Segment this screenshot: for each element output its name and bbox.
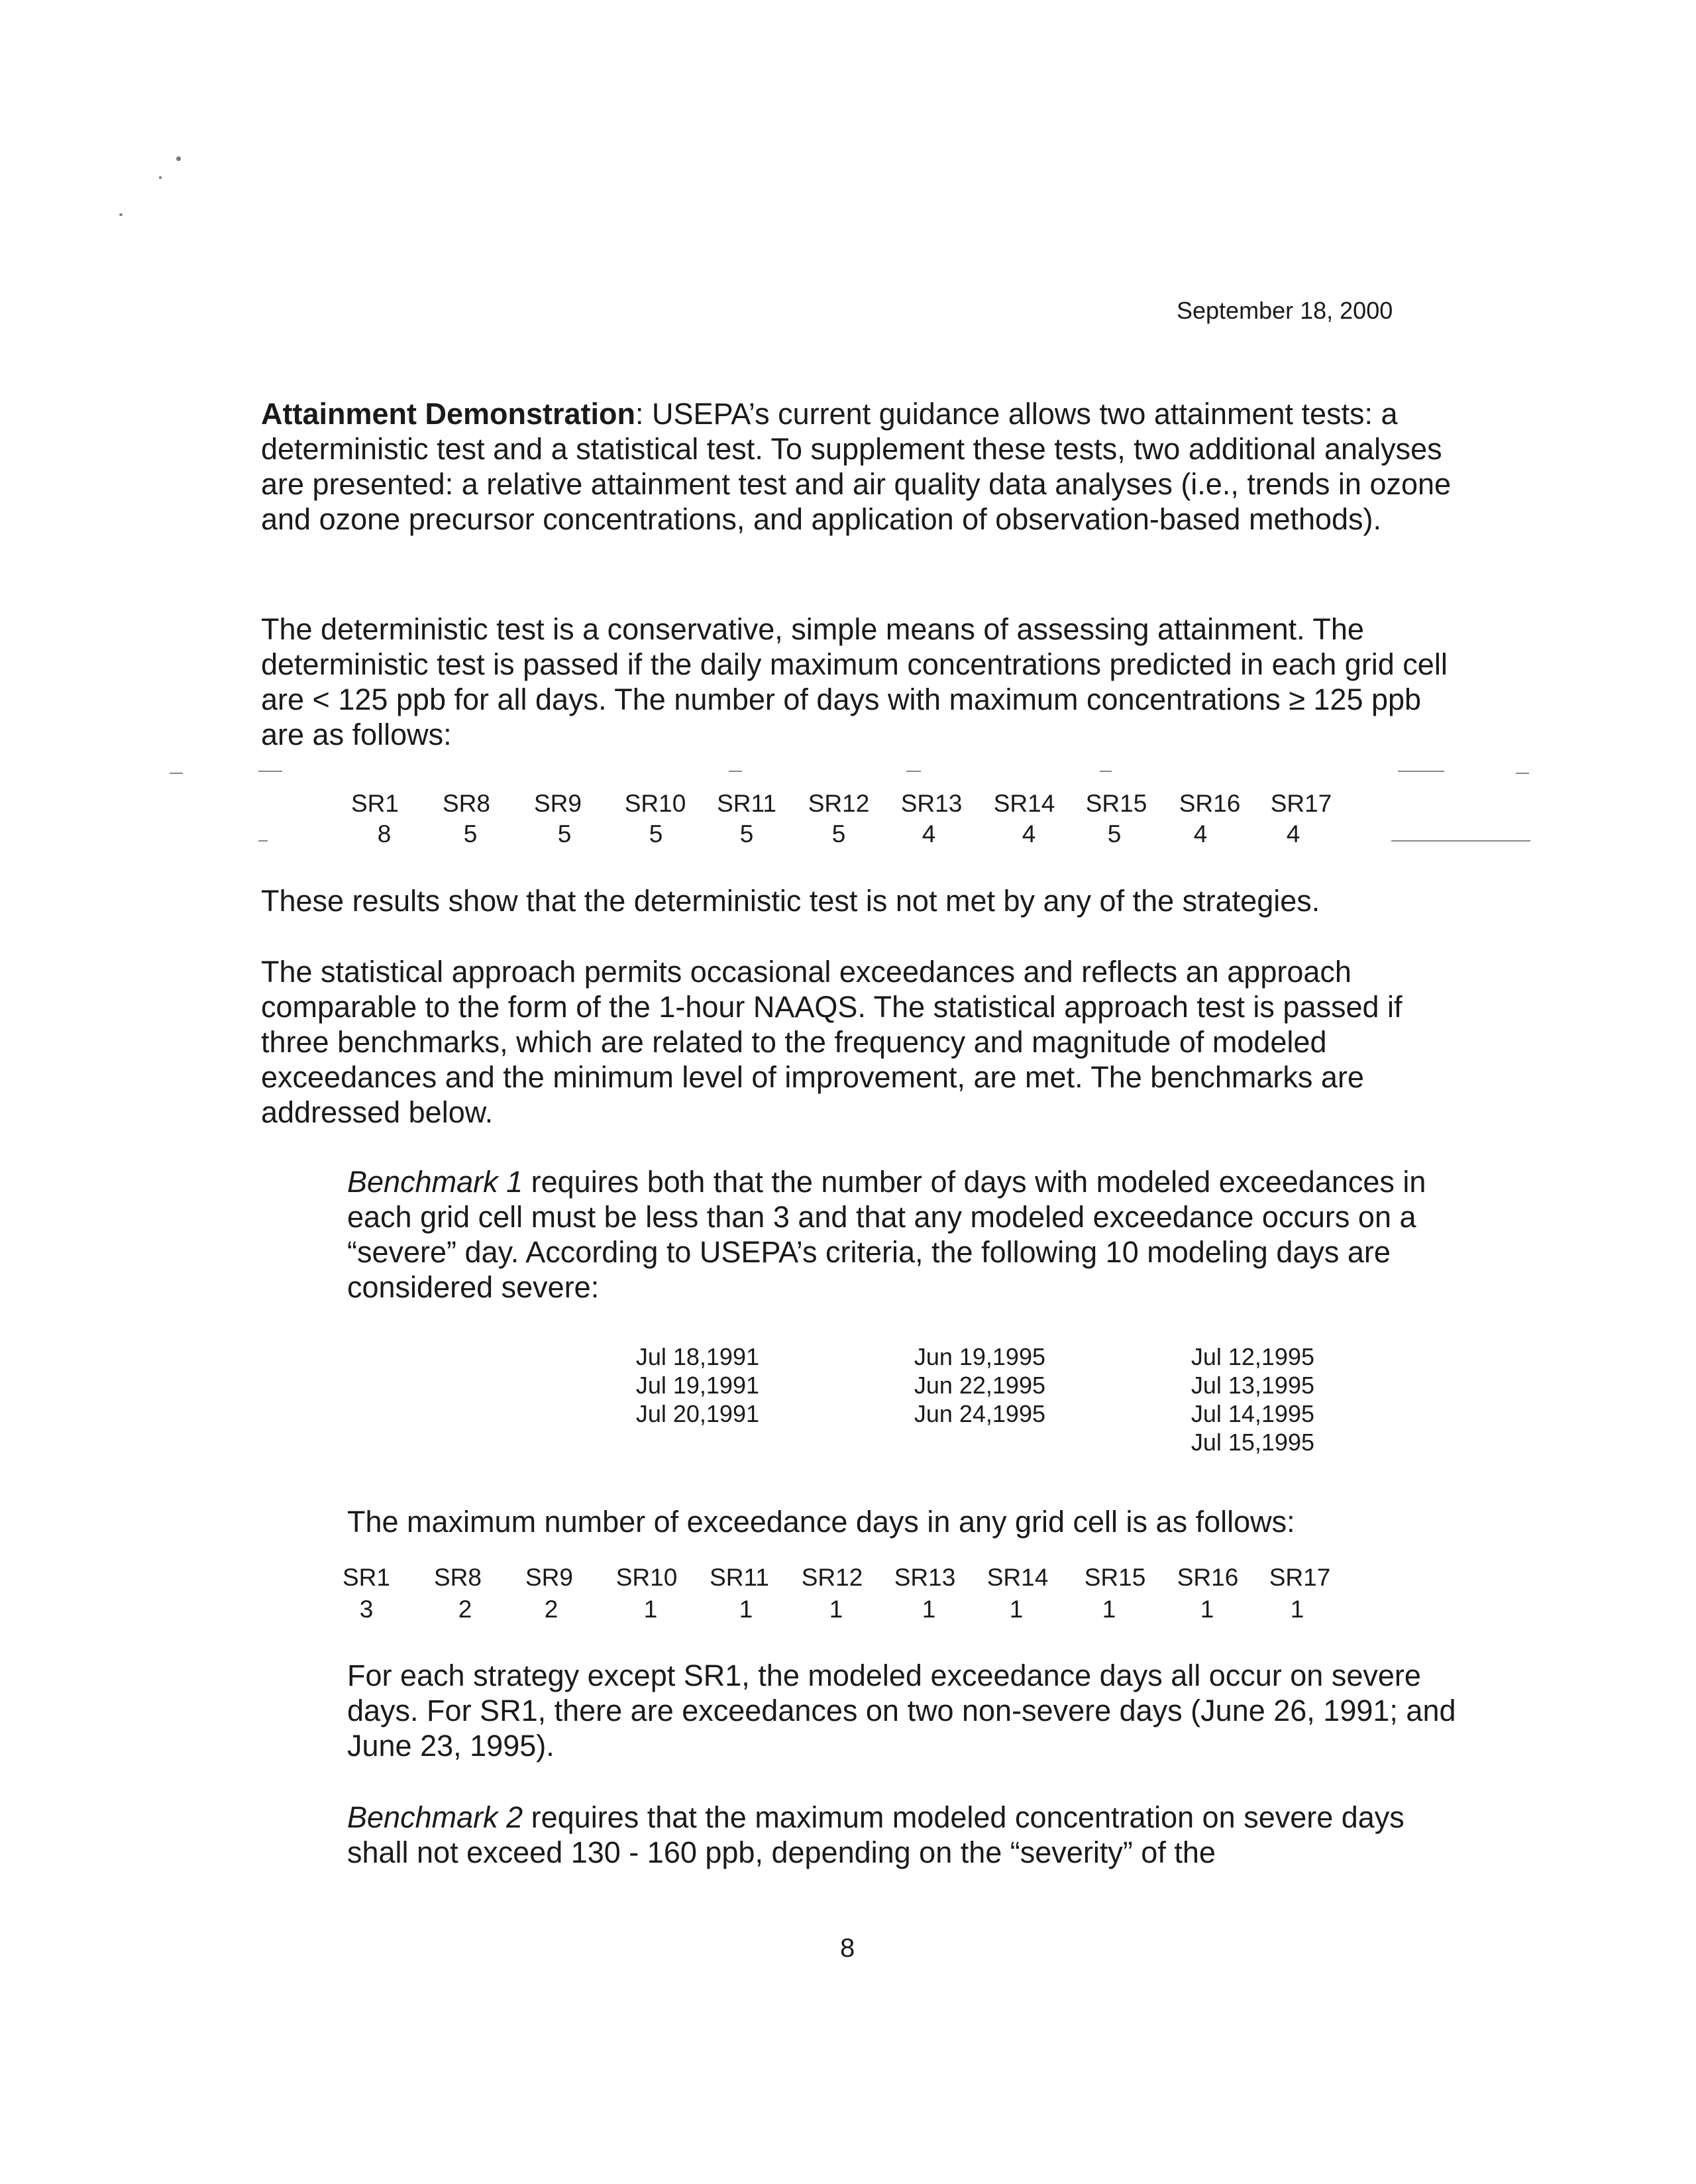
deterministic-test-paragraph: The deterministic test is a conservative, simple means of assessing attainment. The deterministic test is passed if the daily maximum concentrations predicted in each grid cell are < 125 ppb for all days. The number of days with maximum concentrations ≥ 125 ppb are as follows:: [261, 612, 1448, 751]
attainment-demonstration-paragraph: [261, 396, 1467, 537]
strategy-label: SR15: [1085, 790, 1147, 817]
severe-days-column: [1153, 1342, 1314, 1456]
table-value: 5: [463, 820, 478, 847]
benchmark-label: Benchmark 2: [347, 1800, 523, 1834]
severe-day: Jul 20,1991: [635, 1400, 759, 1427]
scan-noise: [170, 773, 183, 774]
scan-noise: [906, 771, 921, 772]
strategy-label: SR12: [801, 1564, 863, 1591]
severe-day: Jul 18,1991: [635, 1343, 759, 1370]
table-value: 8: [377, 820, 392, 847]
table-value: 1: [1102, 1596, 1116, 1623]
table-value: 5: [831, 820, 846, 847]
severe-day: Jul 13,1995: [1191, 1372, 1314, 1399]
benchmark-text: requires that the maximum modeled concentration on severe days shall not exceed 130 - 160 ppb, depending on the “severity” of the: [347, 1800, 1404, 1869]
table-value: 4: [1022, 820, 1036, 847]
scan-speck: [176, 156, 181, 161]
strategy-label: SR14: [986, 1564, 1049, 1591]
table-value: 2: [458, 1596, 472, 1623]
max-exceedance-paragraph: The maximum number of exceedance days in any grid cell is as follows:: [347, 1505, 1295, 1539]
strategy-label: SR8: [443, 790, 490, 817]
severe-day: Jun 22,1995: [914, 1372, 1045, 1399]
severe-day: Jul 19,1991: [635, 1372, 759, 1399]
statistical-approach-paragraph: The statistical approach permits occasional exceedances and reflects an approach comparable to the form of the 1-hour NAAQS. The statistical approach test is passed if three benchmarks, which are related to the frequency and magnitude of modeled exceedances and the minimum level of improvement, are met. The benchmarks are addressed below.: [261, 955, 1403, 1129]
severe-day: Jul 12,1995: [1191, 1343, 1314, 1370]
strategy-label: SR1: [343, 1564, 390, 1591]
table-value: 1: [643, 1596, 658, 1623]
benchmark-label: Benchmark 1: [347, 1165, 523, 1199]
strategy-label: SR16: [1179, 790, 1241, 817]
severe-day: Jun 24,1995: [914, 1400, 1045, 1427]
table-value: 1: [1200, 1596, 1214, 1623]
table-value: 1: [922, 1596, 936, 1623]
severe-day: Jul 15,1995: [1191, 1429, 1314, 1456]
table-value: 4: [922, 820, 936, 847]
scan-noise: [1100, 771, 1112, 772]
strategy-label: SR8: [434, 1564, 482, 1591]
benchmark-2-paragraph: [347, 1800, 1473, 1870]
table-value: 5: [649, 820, 663, 847]
page-number: 8: [840, 1934, 855, 1963]
strategy-label: SR13: [900, 790, 963, 817]
strategy-label: SR9: [534, 790, 582, 817]
strategy-label: SR1: [351, 790, 399, 817]
benchmark-1-paragraph: [347, 1164, 1473, 1305]
table-value: 1: [1009, 1596, 1024, 1623]
document-date: September 18, 2000: [1177, 297, 1393, 324]
strategy-label: SR17: [1270, 790, 1332, 817]
severe-days-column: [874, 1342, 1045, 1428]
scan-speck: [119, 213, 123, 216]
scan-noise: [1398, 771, 1444, 772]
section-text: : USEPA’s current guidance allows two attainment tests: a deterministic test and a statistical test. To supplement these tests, two additional analyses are presented: a relative attainment test and air quality data analyses (i.e., trends in ozone and ozone precursor concentrations, and application of observation-based methods).: [261, 397, 1452, 536]
scan-noise: [258, 771, 282, 772]
table-value: 2: [544, 1596, 558, 1623]
strategy-label: SR14: [993, 790, 1055, 817]
scan-noise: [1516, 773, 1529, 774]
strategy-label: SR17: [1269, 1564, 1331, 1591]
strategy-label: SR9: [525, 1564, 573, 1591]
table-value: 4: [1286, 820, 1300, 847]
strategy-label: SR10: [624, 790, 686, 817]
strategy-label: SR10: [615, 1564, 678, 1591]
strategy-label: SR13: [894, 1564, 956, 1591]
strategy-label: SR16: [1177, 1564, 1239, 1591]
table-value: 1: [739, 1596, 753, 1623]
strategy-label: SR11: [717, 790, 776, 817]
severe-days-column: [616, 1342, 759, 1428]
each-strategy-paragraph: For each strategy except SR1, the modeled exceedance days all occur on severe days. For SR1, there are exceedances on two non-severe days (June 26, 1991; and June 23, 1995).: [347, 1659, 1456, 1763]
section-heading: Attainment Demonstration: [261, 397, 636, 431]
strategy-label: SR12: [808, 790, 870, 817]
table-value: 1: [1290, 1596, 1304, 1623]
strategy-label: SR11: [710, 1564, 769, 1591]
table-value: 5: [557, 820, 572, 847]
scan-noise: [729, 771, 742, 772]
table-value: 5: [1107, 820, 1122, 847]
scan-noise: [1391, 840, 1530, 842]
scan-speck: [159, 176, 162, 179]
severe-day: Jun 19,1995: [914, 1343, 1045, 1370]
severe-day: Jul 14,1995: [1191, 1400, 1314, 1427]
table-value: 1: [829, 1596, 843, 1623]
benchmark-text: requires both that the number of days with modeled exceedances in each grid cell must be less than 3 and that any modeled exceedance occurs on a “severe” day. According to USEPA’s criteria, the following 10 modeling days are considered severe:: [347, 1165, 1426, 1304]
results-paragraph: These results show that the deterministic test is not met by any of the strategies.: [261, 884, 1320, 918]
table-value: 5: [739, 820, 754, 847]
table-value: 4: [1193, 820, 1208, 847]
strategy-label: SR15: [1084, 1564, 1146, 1591]
scan-noise: [258, 840, 268, 842]
table-value: 3: [359, 1596, 374, 1623]
